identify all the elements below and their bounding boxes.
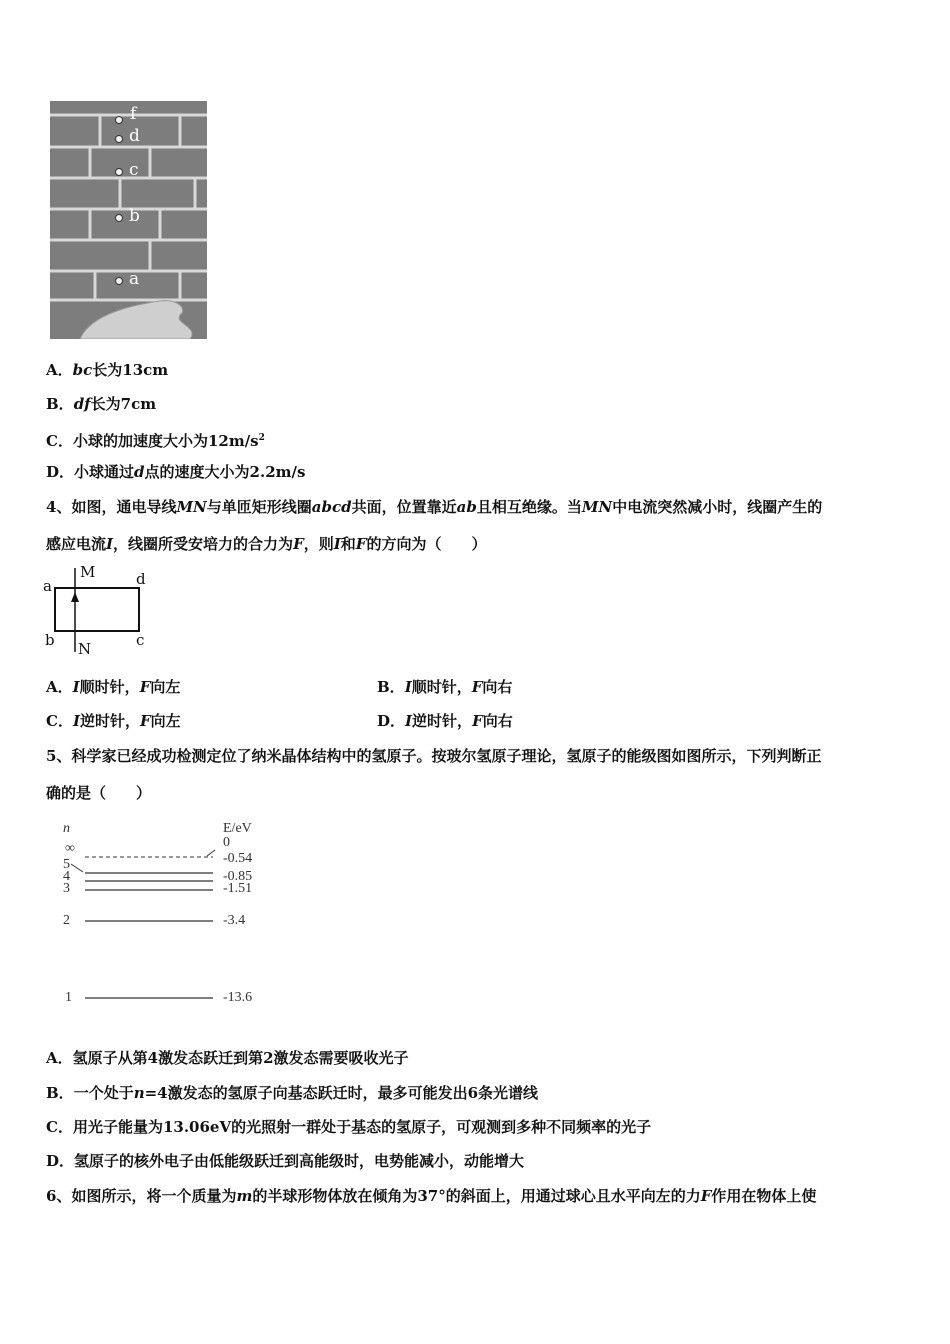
coil-diagram bbox=[40, 560, 160, 660]
axis-n-label: n bbox=[63, 821, 70, 836]
ball-label-c: c bbox=[129, 160, 139, 180]
energy-level-diagram bbox=[55, 818, 285, 1013]
label-a: a bbox=[43, 577, 52, 595]
label-d: d bbox=[136, 570, 146, 588]
level-2-n: 2 bbox=[63, 913, 70, 928]
q5-option-a: A．氢原子从第4激发态跃迁到第2激发态需要吸收光子 bbox=[46, 1049, 409, 1067]
q3-option-a: A．bc长为13cm bbox=[46, 361, 169, 379]
label-m: M bbox=[80, 563, 96, 581]
level-5-n: 5 bbox=[63, 857, 70, 872]
q5-option-c: C．用光子能量为13.06eV的光照射一群处于基态的氢原子，可观测到多种不同频率的光子 bbox=[46, 1118, 652, 1136]
ball-label-a: a bbox=[129, 269, 140, 289]
label-b: b bbox=[45, 631, 55, 649]
ball-label-d: d bbox=[129, 126, 140, 146]
q5-option-d: D．氢原子的核外电子由低能级跃迁到高能级时，电势能减小，动能增大 bbox=[46, 1152, 525, 1170]
q4-option-b: B．I顺时针，F向右 bbox=[377, 678, 513, 696]
level-4-e: -0.85 bbox=[223, 869, 253, 884]
q5-stem-line-1: 5、科学家已经成功检测定位了纳米晶体结构中的氢原子。按玻尔氢原子理论，氢原子的能级图如图所示，下列判断正 bbox=[46, 747, 822, 765]
q4-option-c: C．I逆时针，F向左 bbox=[46, 712, 181, 730]
axis-e-label: E/eV bbox=[223, 821, 252, 836]
q5-stem-line-2: 确的是（ ） bbox=[46, 784, 152, 802]
q3-option-d: D．小球通过d点的速度大小为2.2m/s bbox=[46, 463, 306, 481]
level-5-e: -0.54 bbox=[223, 851, 253, 866]
label-n: N bbox=[78, 640, 92, 658]
level-1-n: 1 bbox=[65, 990, 72, 1005]
ball-label-b: b bbox=[129, 206, 140, 226]
strobe-photo bbox=[50, 101, 212, 339]
q4-stem-line-2: 感应电流I，线圈所受安培力的合力为F，则I和F的方向为（ ） bbox=[46, 535, 487, 553]
q3-option-c: C．小球的加速度大小为$12m/s^2$ bbox=[46, 432, 265, 450]
level-inf-n: ∞ bbox=[65, 841, 75, 856]
energy-level-lines bbox=[55, 818, 285, 1013]
level-inf-e: 0 bbox=[223, 835, 230, 850]
q3-option-b: B．df长为7cm bbox=[46, 395, 157, 413]
q5-option-b: B．一个处于n=4激发态的氢原子向基态跃迁时，最多可能发出6条光谱线 bbox=[46, 1084, 539, 1102]
level-3-n: 3 bbox=[63, 881, 70, 896]
level-4-n: 4 bbox=[63, 869, 70, 884]
q4-option-a: A．I顺时针，F向左 bbox=[46, 678, 181, 696]
q4-option-d: D．I逆时针，F向右 bbox=[377, 712, 513, 730]
label-c: c bbox=[136, 631, 145, 649]
level-2-e: -3.4 bbox=[223, 913, 246, 928]
q4-stem-line-1: 4、如图，通电导线MN与单匝矩形线圈abcd共面，位置靠近ab且相互绝缘。当MN中电流突然减小时，线圈产生的 bbox=[46, 498, 823, 516]
q6-stem-line-1: 6、如图所示，将一个质量为m的半球形物体放在倾角为37°的斜面上，用通过球心且水平向左的力F作用在物体上使 bbox=[46, 1187, 817, 1205]
level-3-e: -1.51 bbox=[223, 881, 253, 896]
level-1-e: -13.6 bbox=[223, 990, 253, 1005]
ball-label-f: f bbox=[130, 104, 137, 124]
